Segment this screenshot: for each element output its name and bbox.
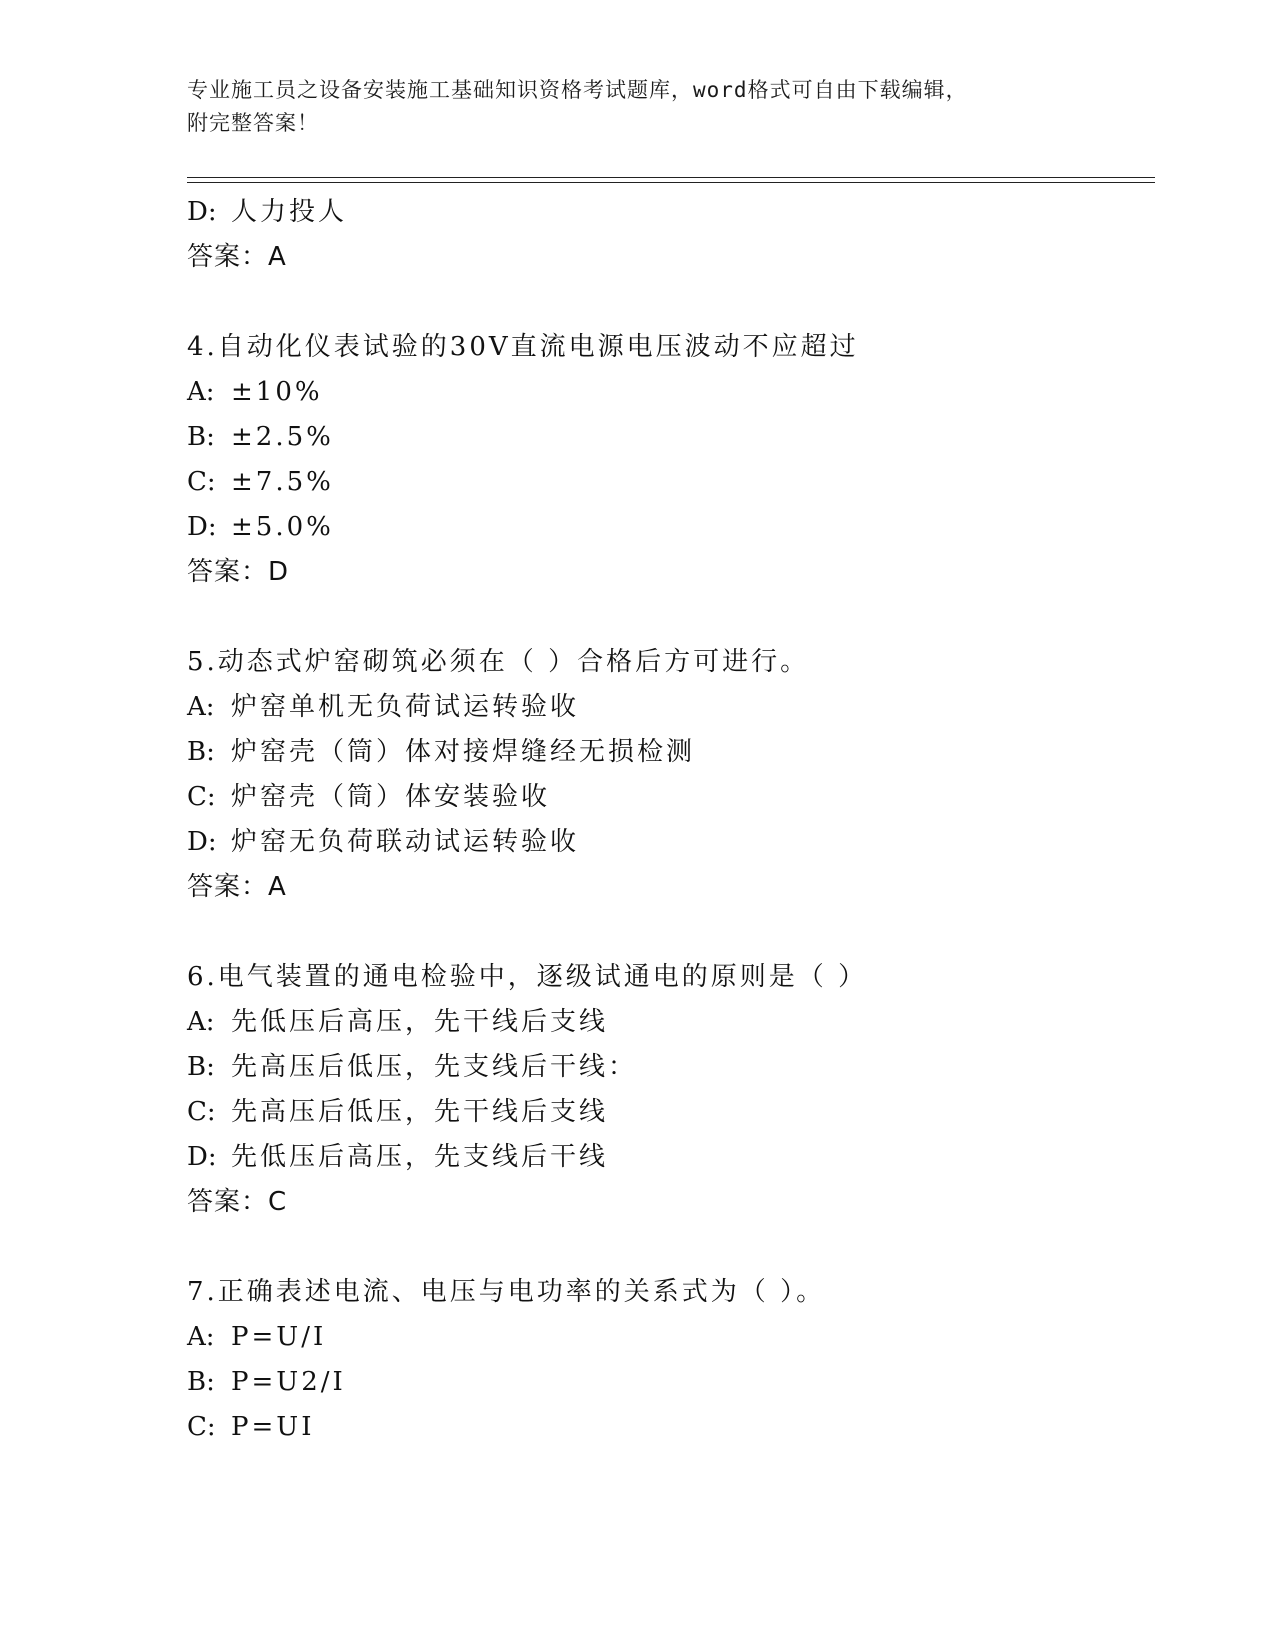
option-letter: C: <box>187 1097 216 1127</box>
option-text: ±2.5% <box>231 422 334 452</box>
answer-label: 答案： <box>187 1187 269 1217</box>
option-text: ±7.5% <box>231 467 334 497</box>
option-letter: B: <box>187 1367 215 1397</box>
header-line-1: 专业施工员之设备安装施工基础知识资格考试题库，word格式可自由下载编辑， <box>187 78 968 102</box>
option-text: 炉窑单机无负荷试运转验收 <box>231 692 580 722</box>
option-text: 人力投人 <box>231 197 348 227</box>
option-letter: D: <box>187 827 217 857</box>
answer-value: D <box>268 557 290 587</box>
option-letter: B: <box>187 1052 215 1082</box>
answer-line <box>187 865 1155 910</box>
question-block <box>187 955 1155 1225</box>
option-d <box>187 190 1155 235</box>
option-text: 先低压后高压，先支线后干线 <box>231 1142 609 1172</box>
option-letter: A: <box>187 1007 215 1037</box>
option-letter: D: <box>187 1142 217 1172</box>
header-line-2: 附完整答案！ <box>187 111 319 135</box>
option-b <box>187 730 1155 775</box>
option-letter: C: <box>187 782 216 812</box>
answer-label: 答案： <box>187 242 269 272</box>
option-text: ±10% <box>231 377 323 407</box>
option-text: 炉窑壳（筒）体对接焊缝经无损检测 <box>231 737 696 767</box>
option-letter: C: <box>187 1412 216 1442</box>
option-letter: B: <box>187 422 215 452</box>
answer-value: A <box>268 872 287 902</box>
answer-line <box>187 235 1155 280</box>
option-c <box>187 460 1155 505</box>
option-b <box>187 415 1155 460</box>
option-a <box>187 370 1155 415</box>
option-d <box>187 505 1155 550</box>
option-d <box>187 1135 1155 1180</box>
option-text: 先高压后低压，先干线后支线 <box>231 1097 609 1127</box>
option-c <box>187 1405 1155 1450</box>
option-text: P=U/I <box>231 1322 327 1352</box>
option-letter: D: <box>187 197 217 227</box>
option-letter: A: <box>187 692 215 722</box>
header-divider-top <box>187 177 1155 178</box>
document-header <box>187 74 1087 140</box>
option-letter: D: <box>187 512 217 542</box>
question-text: 7.正确表述电流、电压与电功率的关系式为（ ）。 <box>187 1277 826 1307</box>
option-letter: A: <box>187 377 215 407</box>
answer-value: C <box>268 1187 288 1217</box>
option-text: P=UI <box>231 1412 315 1442</box>
option-text: 炉窑无负荷联动试运转验收 <box>231 827 580 857</box>
option-text: 先高压后低压，先支线后干线： <box>231 1052 638 1082</box>
header-divider-bottom <box>187 182 1155 183</box>
option-d <box>187 820 1155 865</box>
option-a <box>187 685 1155 730</box>
question-list <box>187 190 1155 1450</box>
answer-value: A <box>268 242 287 272</box>
option-b <box>187 1360 1155 1405</box>
option-letter: B: <box>187 737 215 767</box>
option-c <box>187 775 1155 820</box>
option-text: 先低压后高压，先干线后支线 <box>231 1007 609 1037</box>
question-block <box>187 640 1155 910</box>
option-text: 炉窑壳（筒）体安装验收 <box>231 782 551 812</box>
option-b <box>187 1045 1155 1090</box>
option-a <box>187 1315 1155 1360</box>
answer-line <box>187 550 1155 595</box>
option-text: P=U2/I <box>231 1367 346 1397</box>
answer-line <box>187 1180 1155 1225</box>
answer-label: 答案： <box>187 872 269 902</box>
option-c <box>187 1090 1155 1135</box>
question-block <box>187 1270 1155 1450</box>
question-block <box>187 325 1155 595</box>
option-letter: A: <box>187 1322 215 1352</box>
question-text: 4.自动化仪表试验的30V直流电源电压波动不应超过 <box>187 332 859 362</box>
answer-label: 答案： <box>187 557 269 587</box>
option-text: ±5.0% <box>231 512 334 542</box>
option-letter: C: <box>187 467 216 497</box>
question-block <box>187 190 1155 280</box>
option-a <box>187 1000 1155 1045</box>
question-text: 6.电气装置的通电检验中，逐级试通电的原则是（ ） <box>187 962 868 992</box>
question-text: 5.动态式炉窑砌筑必须在（ ）合格后方可进行。 <box>187 647 810 677</box>
